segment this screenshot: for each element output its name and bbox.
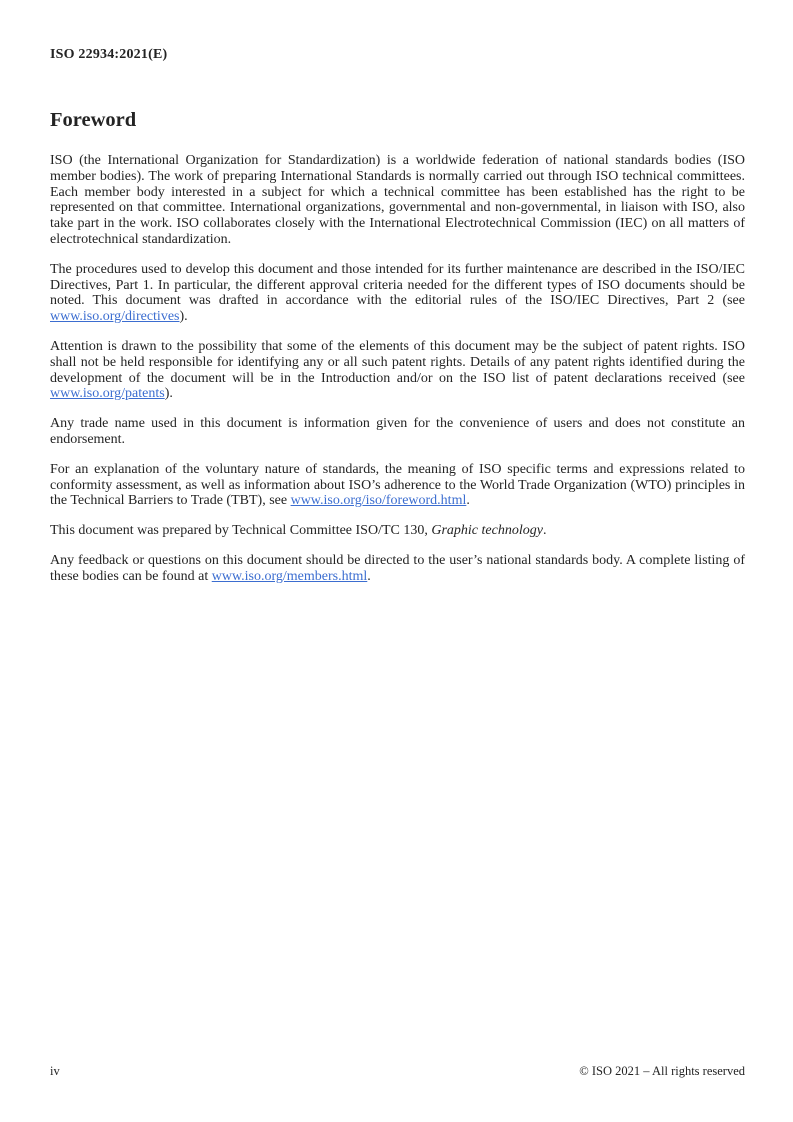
- paragraph-text: .: [542, 523, 547, 539]
- paragraph-text: Attention is drawn to the possibility that some of the elements of this document may be the subject of patent rights. ISO shall not be held responsible for identifying any or all such patent rights. Details of any patent rights identified during the development of the document will be in the Introduction and/or on the ISO list of patent declarations received (see: [50, 338, 745, 386]
- page-title: Foreword: [50, 109, 137, 131]
- document-id-header: ISO 22934:2021(E): [50, 47, 168, 62]
- page-content: [50, 0, 745, 599]
- link-iso-members[interactable]: www.iso.org/members.html: [211, 568, 368, 584]
- paragraph: [50, 553, 745, 585]
- paragraph-text: .: [367, 568, 371, 584]
- paragraph-text: Any feedback or questions on this document should be directed to the user’s national standards body. A complete listing of these bodies can be found at: [50, 552, 745, 584]
- paragraph: [50, 153, 745, 248]
- paragraph-text: .: [466, 493, 470, 509]
- page-footer: [50, 1064, 745, 1079]
- paragraph: [50, 523, 745, 539]
- paragraph: [50, 462, 745, 509]
- paragraph-text: This document was prepared by Technical Committee ISO/TC 130,: [50, 523, 432, 539]
- paragraph-text: The procedures used to develop this document and those intended for its further maintenance are described in the ISO/IEC Directives, Part 1. In particular, the different approval criteria needed for the different types of ISO documents should be noted. This document was drafted in accordance with the editorial rules of the ISO/IEC Directives, Part 2 (see: [50, 261, 745, 309]
- committee-name-italic: Graphic technology: [431, 523, 543, 539]
- link-iso-foreword[interactable]: www.iso.org/iso/foreword.html: [290, 493, 467, 509]
- paragraph-text: ).: [164, 386, 173, 402]
- paragraph-text: Any trade name used in this document is information given for the convenience of users and does not constitute an endorsement.: [50, 416, 745, 447]
- paragraph: [50, 339, 745, 402]
- paragraph-text: For an explanation of the voluntary nature of standards, the meaning of ISO specific terms and expressions related to conformity assessment, as well as information about ISO’s adherence to the World Trade Organization (WTO) principles in the Technical Barriers to Trade (TBT), see: [50, 461, 745, 509]
- paragraph: [50, 416, 745, 448]
- paragraph-text: ISO (the International Organization for Standardization) is a worldwide federation of national standards bodies (ISO member bodies). The work of preparing International Standards is normally carried out through ISO technical committees. Each member body interested in a subject for which a technical committee has been established has the right to be represented on that committee. International organizations, governmental and non-governmental, in liaison with ISO, also take part in the work. ISO collaborates closely with the International Electrotechnical Commission (IEC) on all matters of electrotechnical standardization.: [50, 153, 745, 247]
- foreword-body: [50, 153, 745, 585]
- link-iso-directives[interactable]: www.iso.org/directives: [50, 309, 180, 325]
- copyright-notice: © ISO 2021 – All rights reserved: [579, 1064, 745, 1078]
- paragraph-text: ).: [179, 309, 188, 325]
- paragraph: [50, 262, 745, 325]
- link-iso-patents[interactable]: www.iso.org/patents: [50, 386, 165, 402]
- page-number: iv: [50, 1064, 60, 1078]
